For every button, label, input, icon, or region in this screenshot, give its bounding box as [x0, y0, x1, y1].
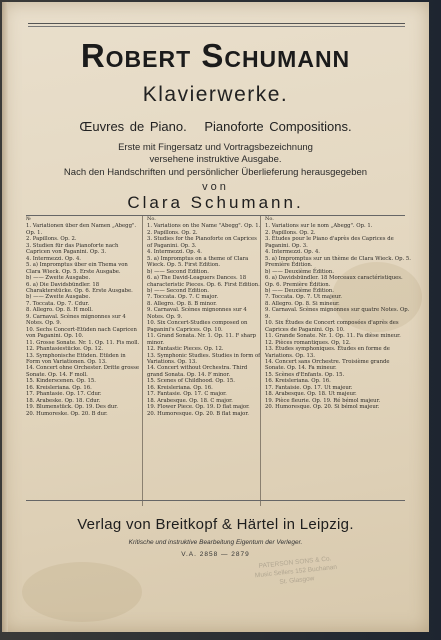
- list-item: 17. Fantaisie. Op. 17. Ut majeur.: [265, 384, 353, 391]
- list-item: 12. Phantasiestücke. Op. 12.: [26, 346, 103, 353]
- publisher-imprint: Verlag von Breitkopf & Härtel in Leipzig.: [77, 516, 354, 533]
- list-item: 17. Fantasie. Op. 17. C major.: [147, 391, 227, 398]
- list-item: 18. Arabeske. Op. 18. Cdur.: [26, 397, 101, 404]
- list-item: 18. Arabesque. Op. 18. C major.: [147, 397, 233, 404]
- list-item: 20. Humoresque. Op. 20. Si bémol majeur.: [265, 404, 380, 411]
- list-item: 1. Variations on the Name "Abegg". Op. 1.: [147, 223, 261, 230]
- list-item: 14. Concert without Orchestra. Third grand Sonata. Op. 14. F minor.: [147, 365, 248, 378]
- list-item: 6. a) The David-Leaguers Dances. 18 characteristic Pieces. Op. 6. First Edition.: [147, 275, 260, 288]
- column-heading: No.: [147, 216, 156, 222]
- list-item: 3. Studies for the Pianoforte on Caprices of Paganini. Op. 3.: [147, 236, 257, 249]
- edition-note-1: Erste mit Fingersatz und Vortragsbezeichnung: [118, 142, 313, 153]
- list-item: 10. Sechs Concert-Etüden nach Capricen von Paganini. Op. 10.: [26, 326, 137, 340]
- list-item: 12. Pièces romantiques. Op. 12.: [265, 339, 351, 346]
- list-item: 9. Carnaval. Scènes mignonnes sur quatre Notes. Op. 9.: [265, 307, 410, 320]
- list-item: 17. Phantasie. Op. 17. Cdur.: [26, 391, 102, 398]
- list-item: 5. a) Impromptus sur un thème de Clara Wieck. Op. 5. Première Édition.: [265, 255, 411, 269]
- list-item: 8. Allegro. Op. 8. H moll.: [26, 307, 93, 314]
- list-item: 9. Carnaval. Scènes mignonnes sur 4 Notes. Op. 9.: [147, 307, 247, 320]
- editor-name: Clara Schumann.: [127, 193, 304, 212]
- list-item: 8. Allegro. Op. 8. Si mineur.: [265, 300, 340, 307]
- bottom-rule: [26, 500, 405, 501]
- plate-number: V.A. 2858 — 2879: [181, 551, 250, 558]
- list-item: 7. Toccata. Op. 7. Cdur.: [26, 300, 90, 307]
- top-rule: [28, 23, 405, 24]
- list-item: 4. Intermezzi. Op. 4.: [265, 249, 320, 256]
- column-heading: №: [26, 216, 31, 222]
- list-item: 14. Concert sans Orchestre. Troisième grande Sonate. Op. 14. Fa mineur.: [265, 358, 390, 372]
- list-item: b) —— Deuxième Édition.: [265, 287, 334, 294]
- list-item: b) —— Deuxième Édition.: [265, 268, 334, 275]
- list-item: 6. a) Davidsbündler. 18 Morceaux caractéristiques. Op. 6. Première Édition.: [265, 275, 403, 288]
- list-item: 9. Carnaval. Scènes mignonnes sur 4 Notes. Op. 9.: [26, 313, 126, 327]
- list-item: 4. Intermezzi. Op. 4.: [147, 249, 202, 256]
- list-item: 19. Flower Piece. Op. 19. D flat major.: [147, 404, 250, 411]
- list-item: 20. Humoresque. Op. 20. B flat major.: [147, 410, 249, 417]
- list-item: 10. Six Études de Concert composées d'après des Caprices de Paganini. Op. 10.: [265, 320, 399, 333]
- dealer-stamp: PATERSON SONS & Co. Music Sellers 152 Buchanan St. Glasgow: [254, 555, 338, 586]
- list-item: 13. Symphonische Etüden. Etüden in Form von Variationen. Op. 13.: [26, 352, 126, 365]
- von-label: von: [202, 181, 229, 193]
- list-item: 5. a) Impromptus on a theme of Clara Wieck. Op. 5. First Edition.: [147, 255, 249, 269]
- list-item: 5. a) Impromptus über ein Thema von Clara Wieck. Op. 5. Erste Ausgabe.: [26, 262, 128, 275]
- list-item: b) —— Zweite Ausgabe.: [26, 275, 91, 282]
- list-item: 4. Intermezzi. Op. 4.: [26, 255, 81, 262]
- list-item: 18. Arabesque. Op. 18. Ut majeur.: [265, 391, 357, 398]
- list-item: 11. Grosse Sonate. Nr. 1. Op. 11. Fis moll.: [26, 339, 140, 346]
- list-item: 2. Papillons. Op. 2.: [147, 229, 198, 236]
- list-item: 13. Symphonic Studies. Studies in form of Variations. Op. 13.: [147, 352, 261, 365]
- column-heading: No.: [265, 216, 274, 222]
- title-french: Œuvres de Piano.: [79, 119, 187, 134]
- list-item: 16. Kreisleriana. Op. 16.: [26, 384, 92, 391]
- list-item: 2. Papillons. Op. 2.: [26, 236, 77, 243]
- list-item: b) —— Zweite Ausgabe.: [26, 294, 91, 301]
- list-item: 11. Grande Sonate. Nr. 1. Op. 11. Fa dièse mineur.: [265, 333, 401, 340]
- list-item: 10. Six Concert-Studies composed on Paganini's Caprices. Op. 10.: [147, 320, 248, 333]
- list-item: 12. Fantastic Pieces. Op. 12.: [147, 346, 224, 353]
- edition-note-2: versehene instruktive Ausgabe.: [149, 154, 282, 165]
- list-item: 20. Humoreske. Op. 20. B dur.: [26, 410, 108, 417]
- edition-note-3: Nach den Handschriften und persönlicher Überlieferung herausgegeben: [63, 167, 368, 178]
- list-item: 7. Toccata. Op. 7. C major.: [147, 294, 219, 301]
- list-item: 11. Grand Sonata. Nr. 1. Op. 11. F sharp minor.: [147, 333, 257, 346]
- list-item: 16. Kreisleriana. Op. 16.: [147, 384, 213, 391]
- sheet-music-cover: [2, 2, 429, 632]
- list-item: 19. Blumenstück. Op. 19. Des dur.: [26, 404, 118, 411]
- list-item: 1. Variationen über den Namen „Abegg". Op. 1.: [26, 223, 137, 236]
- works-list-english: [142, 216, 261, 506]
- list-item: 3. Études pour le Piano d'après des Caprices de Paganini. Op. 3.: [265, 236, 394, 249]
- work-title: Klavierwerke.: [142, 83, 289, 106]
- top-rule-inner: [28, 26, 405, 27]
- list-item: 1. Variations sur le nom „Abegg". Op. 1.: [265, 223, 373, 230]
- list-item: 6. a) Die Davidsbündler. 18 Charakterstücke. Op. 6. Erste Ausgabe.: [26, 281, 133, 294]
- title-english: Pianoforte Compositions.: [204, 119, 352, 134]
- list-item: 15. Kinderscenen. Op. 15.: [26, 378, 96, 385]
- list-item: 19. Pièce fleurie. Op. 19. Ré bémol majeur.: [265, 397, 381, 404]
- list-item: 15. Scenes of Childhood. Op. 15.: [147, 378, 235, 385]
- works-list-german: [26, 216, 140, 506]
- list-item: b) —— Second Edition.: [147, 287, 209, 294]
- list-item: 14. Concert ohne Orchester. Dritte grosse Sonate. Op. 14. F moll.: [26, 365, 139, 378]
- list-item: 7. Toccata. Op. 7. Ut majeur.: [265, 294, 342, 301]
- list-item: 2. Papillons. Op. 2.: [265, 229, 316, 236]
- list-item: 13. Études symphoniques. Études en forme de Variations. Op. 13.: [265, 346, 390, 359]
- title-translations: [2, 119, 429, 134]
- list-item: 16. Kreisleriana. Op. 16.: [265, 378, 331, 385]
- rights-notice: Kritische und instruktive Bearbeitung Eigentum der Verleger.: [128, 539, 303, 546]
- list-item: b) —— Second Edition.: [147, 268, 209, 275]
- paper-stain: [22, 562, 142, 622]
- works-list-french: [260, 216, 411, 506]
- composer-title: Robert Schumann: [80, 37, 351, 74]
- list-item: 3. Studien für das Pianoforte nach Capricen von Paganini. Op. 3.: [26, 242, 119, 256]
- list-item: 15. Scènes d'Enfants. Op. 15.: [265, 371, 345, 378]
- list-item: 8. Allegro. Op. 8. B minor.: [147, 300, 217, 307]
